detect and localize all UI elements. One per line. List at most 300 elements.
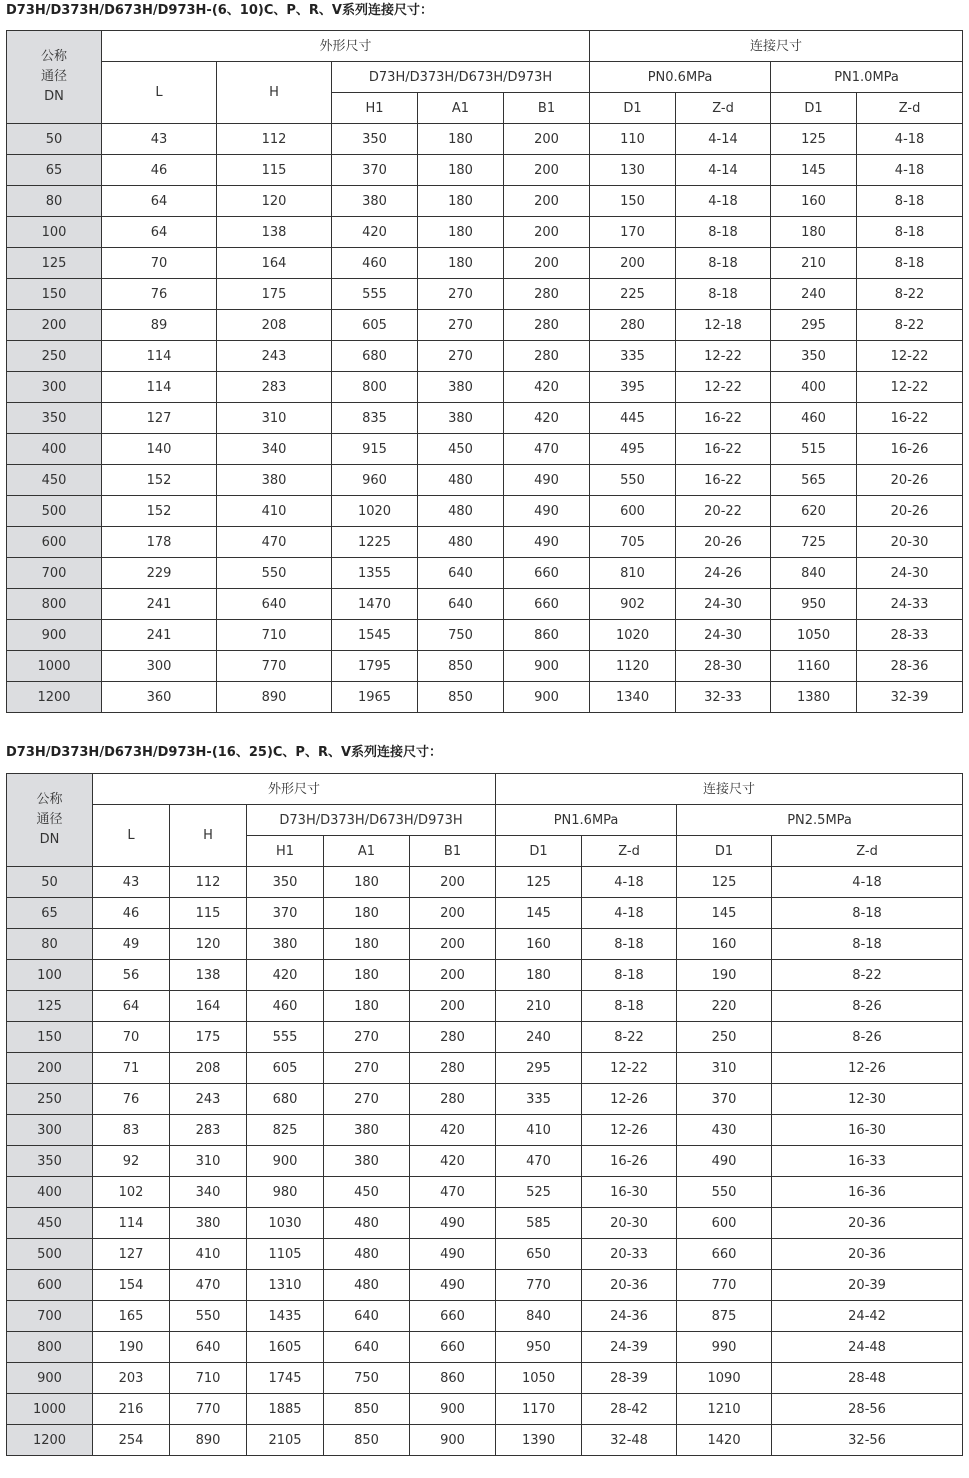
Zd-a-cell: 4-18 xyxy=(582,898,677,929)
H-cell: 710 xyxy=(217,620,332,651)
A1-cell: 270 xyxy=(418,310,504,341)
Zd-b-cell: 8-26 xyxy=(772,991,963,1022)
B1-header: B1 xyxy=(504,93,590,124)
H-cell: 208 xyxy=(217,310,332,341)
dn-cell: 700 xyxy=(7,1301,93,1332)
L-cell: 89 xyxy=(102,310,217,341)
D1-b-cell: 725 xyxy=(771,527,857,558)
L-cell: 64 xyxy=(102,217,217,248)
B1-cell: 860 xyxy=(410,1363,496,1394)
D1-a-cell: 470 xyxy=(496,1146,582,1177)
D1-a-cell: 1020 xyxy=(590,620,676,651)
Zd-a-cell: 20-22 xyxy=(676,496,771,527)
Zd-a-cell: 12-26 xyxy=(582,1115,677,1146)
H-cell: 640 xyxy=(217,589,332,620)
Zd-b-cell: 8-18 xyxy=(857,248,963,279)
table-row xyxy=(7,960,963,991)
table-row xyxy=(7,867,963,898)
H-cell: 310 xyxy=(217,403,332,434)
dn-cell: 500 xyxy=(7,496,102,527)
D1-a-header: D1 xyxy=(496,836,582,867)
D1-a-cell: 145 xyxy=(496,898,582,929)
B1-cell: 280 xyxy=(504,341,590,372)
D1-a-cell: 525 xyxy=(496,1177,582,1208)
A1-cell: 480 xyxy=(324,1239,410,1270)
connection-dimensions-header: 连接尺寸 xyxy=(496,774,963,805)
A1-cell: 450 xyxy=(324,1177,410,1208)
D1-a-cell: 295 xyxy=(496,1053,582,1084)
A1-cell: 270 xyxy=(418,341,504,372)
Zd-a-cell: 8-18 xyxy=(676,248,771,279)
table-row xyxy=(7,155,963,186)
H-cell: 340 xyxy=(217,434,332,465)
L-cell: 76 xyxy=(102,279,217,310)
Zd-a-cell: 12-18 xyxy=(676,310,771,341)
H1-cell: 370 xyxy=(247,898,324,929)
table-row xyxy=(7,310,963,341)
Zd-b-cell: 12-30 xyxy=(772,1084,963,1115)
H-cell: 138 xyxy=(170,960,247,991)
D1-a-cell: 200 xyxy=(590,248,676,279)
table-row xyxy=(7,1053,963,1084)
dn-cell: 600 xyxy=(7,527,102,558)
H1-cell: 1795 xyxy=(332,651,418,682)
dn-cell: 300 xyxy=(7,1115,93,1146)
Zd-a-cell: 8-18 xyxy=(676,217,771,248)
Zd-b-cell: 16-33 xyxy=(772,1146,963,1177)
table-row xyxy=(7,465,963,496)
D1-b-cell: 250 xyxy=(677,1022,772,1053)
D1-a-cell: 840 xyxy=(496,1301,582,1332)
Zd-b-cell: 20-36 xyxy=(772,1208,963,1239)
Zd-a-cell: 20-30 xyxy=(582,1208,677,1239)
D1-a-cell: 585 xyxy=(496,1208,582,1239)
B1-cell: 490 xyxy=(410,1208,496,1239)
H-cell: 208 xyxy=(170,1053,247,1084)
table-row xyxy=(7,1270,963,1301)
L-header: L xyxy=(93,805,170,867)
dn-cell: 900 xyxy=(7,1363,93,1394)
table-row xyxy=(7,1177,963,1208)
table-row xyxy=(7,589,963,620)
D1-a-cell: 1120 xyxy=(590,651,676,682)
L-cell: 216 xyxy=(93,1394,170,1425)
table-row xyxy=(7,682,963,713)
connection-dimensions-table-pn6-pn10 xyxy=(6,30,963,713)
D1-a-cell: 950 xyxy=(496,1332,582,1363)
B1-cell: 660 xyxy=(410,1301,496,1332)
B1-cell: 200 xyxy=(410,867,496,898)
B1-cell: 660 xyxy=(504,558,590,589)
A1-cell: 850 xyxy=(324,1394,410,1425)
table-row xyxy=(7,898,963,929)
pn-b-header: PN2.5MPa xyxy=(677,805,963,836)
H-cell: 120 xyxy=(217,186,332,217)
H1-header: H1 xyxy=(247,836,324,867)
D1-b-cell: 145 xyxy=(677,898,772,929)
L-cell: 178 xyxy=(102,527,217,558)
dn-cell: 800 xyxy=(7,1332,93,1363)
H1-cell: 1355 xyxy=(332,558,418,589)
D1-a-cell: 150 xyxy=(590,186,676,217)
table-row xyxy=(7,403,963,434)
H1-cell: 960 xyxy=(332,465,418,496)
D1-a-cell: 160 xyxy=(496,929,582,960)
Zd-a-cell: 28-30 xyxy=(676,651,771,682)
H-cell: 380 xyxy=(170,1208,247,1239)
dn-cell: 600 xyxy=(7,1270,93,1301)
dn-cell: 700 xyxy=(7,558,102,589)
Zd-a-cell: 24-30 xyxy=(676,589,771,620)
D1-b-cell: 990 xyxy=(677,1332,772,1363)
D1-a-cell: 810 xyxy=(590,558,676,589)
B1-cell: 200 xyxy=(410,991,496,1022)
dn-cell: 900 xyxy=(7,620,102,651)
table-row xyxy=(7,1332,963,1363)
Zd-b-cell: 8-18 xyxy=(772,898,963,929)
Zd-a-cell: 16-26 xyxy=(582,1146,677,1177)
B1-cell: 420 xyxy=(410,1115,496,1146)
L-cell: 71 xyxy=(93,1053,170,1084)
model-header: D73H/D373H/D673H/D973H xyxy=(247,805,496,836)
L-cell: 46 xyxy=(93,898,170,929)
dn-cell: 450 xyxy=(7,1208,93,1239)
B1-cell: 200 xyxy=(504,248,590,279)
Zd-b-cell: 8-22 xyxy=(772,960,963,991)
Zd-b-cell: 20-26 xyxy=(857,465,963,496)
D1-a-cell: 550 xyxy=(590,465,676,496)
Zd-a-cell: 8-18 xyxy=(582,991,677,1022)
Zd-a-cell: 24-36 xyxy=(582,1301,677,1332)
B1-cell: 490 xyxy=(504,496,590,527)
Zd-b-cell: 4-18 xyxy=(772,867,963,898)
table-row xyxy=(7,1363,963,1394)
B1-cell: 470 xyxy=(410,1177,496,1208)
A1-cell: 180 xyxy=(418,217,504,248)
dn-cell: 350 xyxy=(7,403,102,434)
dn-cell: 125 xyxy=(7,991,93,1022)
L-cell: 56 xyxy=(93,960,170,991)
H-cell: 138 xyxy=(217,217,332,248)
A1-header: A1 xyxy=(324,836,410,867)
D1-a-cell: 180 xyxy=(496,960,582,991)
L-cell: 241 xyxy=(102,620,217,651)
B1-cell: 900 xyxy=(410,1394,496,1425)
D1-b-header: D1 xyxy=(771,93,857,124)
B1-cell: 200 xyxy=(504,186,590,217)
H-cell: 890 xyxy=(217,682,332,713)
L-cell: 43 xyxy=(102,124,217,155)
dn-cell: 1200 xyxy=(7,682,102,713)
Zd-a-cell: 28-42 xyxy=(582,1394,677,1425)
Zd-b-cell: 24-42 xyxy=(772,1301,963,1332)
Zd-b-header: Z-d xyxy=(857,93,963,124)
dn-cell: 125 xyxy=(7,248,102,279)
Zd-b-cell: 16-36 xyxy=(772,1177,963,1208)
dn-cell: 1000 xyxy=(7,651,102,682)
D1-b-cell: 1050 xyxy=(771,620,857,651)
D1-b-cell: 125 xyxy=(771,124,857,155)
H-cell: 243 xyxy=(217,341,332,372)
H1-cell: 380 xyxy=(332,186,418,217)
L-cell: 92 xyxy=(93,1146,170,1177)
H-cell: 175 xyxy=(170,1022,247,1053)
D1-a-cell: 650 xyxy=(496,1239,582,1270)
D1-a-cell: 1050 xyxy=(496,1363,582,1394)
A1-cell: 270 xyxy=(324,1022,410,1053)
table-row xyxy=(7,124,963,155)
H-cell: 112 xyxy=(170,867,247,898)
D1-a-cell: 280 xyxy=(590,310,676,341)
A1-cell: 380 xyxy=(418,372,504,403)
L-header: L xyxy=(102,62,217,124)
D1-b-cell: 125 xyxy=(677,867,772,898)
Zd-a-cell: 16-22 xyxy=(676,465,771,496)
D1-b-cell: 1210 xyxy=(677,1394,772,1425)
H-cell: 283 xyxy=(217,372,332,403)
H-cell: 115 xyxy=(170,898,247,929)
D1-b-cell: 620 xyxy=(771,496,857,527)
L-cell: 254 xyxy=(93,1425,170,1456)
B1-cell: 200 xyxy=(504,124,590,155)
A1-header: A1 xyxy=(418,93,504,124)
H1-cell: 1435 xyxy=(247,1301,324,1332)
Zd-a-cell: 12-22 xyxy=(582,1053,677,1084)
Zd-a-cell: 28-39 xyxy=(582,1363,677,1394)
outer-dimensions-header: 外形尺寸 xyxy=(93,774,496,805)
Zd-a-cell: 4-14 xyxy=(676,124,771,155)
D1-b-cell: 295 xyxy=(771,310,857,341)
H1-cell: 460 xyxy=(332,248,418,279)
L-cell: 152 xyxy=(102,465,217,496)
D1-b-cell: 1420 xyxy=(677,1425,772,1456)
H-cell: 640 xyxy=(170,1332,247,1363)
dn-cell: 65 xyxy=(7,898,93,929)
B1-cell: 420 xyxy=(410,1146,496,1177)
table-row xyxy=(7,372,963,403)
A1-cell: 480 xyxy=(418,527,504,558)
L-cell: 64 xyxy=(102,186,217,217)
A1-cell: 480 xyxy=(324,1270,410,1301)
Zd-a-cell: 24-30 xyxy=(676,620,771,651)
Zd-a-header: Z-d xyxy=(676,93,771,124)
dn-cell: 50 xyxy=(7,867,93,898)
H1-cell: 2105 xyxy=(247,1425,324,1456)
D1-b-cell: 240 xyxy=(771,279,857,310)
Zd-b-cell: 8-22 xyxy=(857,310,963,341)
table-row xyxy=(7,279,963,310)
D1-b-cell: 840 xyxy=(771,558,857,589)
D1-a-cell: 335 xyxy=(590,341,676,372)
dn-cell: 65 xyxy=(7,155,102,186)
H-cell: 112 xyxy=(217,124,332,155)
table-row xyxy=(7,558,963,589)
dn-cell: 150 xyxy=(7,1022,93,1053)
Zd-b-cell: 28-33 xyxy=(857,620,963,651)
pn-a-header: PN1.6MPa xyxy=(496,805,677,836)
Zd-a-cell: 32-33 xyxy=(676,682,771,713)
table2-title: D73H/D373H/D673H/D973H-(16、25)C、P、R、V系列连接尺寸： xyxy=(6,745,443,760)
D1-b-cell: 190 xyxy=(677,960,772,991)
D1-b-cell: 1090 xyxy=(677,1363,772,1394)
B1-cell: 490 xyxy=(504,465,590,496)
table-row xyxy=(7,1115,963,1146)
H1-cell: 1545 xyxy=(332,620,418,651)
Zd-b-cell: 16-26 xyxy=(857,434,963,465)
H-cell: 890 xyxy=(170,1425,247,1456)
pn-b-header: PN1.0MPa xyxy=(771,62,963,93)
B1-cell: 280 xyxy=(410,1084,496,1115)
B1-header: B1 xyxy=(410,836,496,867)
B1-cell: 900 xyxy=(410,1425,496,1456)
Zd-b-cell: 28-56 xyxy=(772,1394,963,1425)
D1-b-cell: 460 xyxy=(771,403,857,434)
Zd-b-cell: 12-22 xyxy=(857,341,963,372)
L-cell: 241 xyxy=(102,589,217,620)
D1-a-cell: 335 xyxy=(496,1084,582,1115)
H-cell: 283 xyxy=(170,1115,247,1146)
L-cell: 49 xyxy=(93,929,170,960)
L-cell: 76 xyxy=(93,1084,170,1115)
table-row xyxy=(7,527,963,558)
A1-cell: 380 xyxy=(324,1146,410,1177)
D1-a-cell: 125 xyxy=(496,867,582,898)
Zd-a-header: Z-d xyxy=(582,836,677,867)
L-cell: 70 xyxy=(102,248,217,279)
D1-b-cell: 550 xyxy=(677,1177,772,1208)
A1-cell: 480 xyxy=(324,1208,410,1239)
B1-cell: 200 xyxy=(410,929,496,960)
dn-cell: 500 xyxy=(7,1239,93,1270)
H-cell: 340 xyxy=(170,1177,247,1208)
Zd-a-cell: 4-14 xyxy=(676,155,771,186)
L-cell: 229 xyxy=(102,558,217,589)
dn-cell: 350 xyxy=(7,1146,93,1177)
A1-cell: 180 xyxy=(324,991,410,1022)
D1-b-cell: 350 xyxy=(771,341,857,372)
L-cell: 64 xyxy=(93,991,170,1022)
H-cell: 410 xyxy=(217,496,332,527)
B1-cell: 280 xyxy=(410,1022,496,1053)
D1-a-header: D1 xyxy=(590,93,676,124)
Zd-a-cell: 12-22 xyxy=(676,372,771,403)
B1-cell: 660 xyxy=(504,589,590,620)
A1-cell: 640 xyxy=(418,589,504,620)
Zd-a-cell: 24-39 xyxy=(582,1332,677,1363)
D1-b-cell: 660 xyxy=(677,1239,772,1270)
D1-b-cell: 145 xyxy=(771,155,857,186)
D1-a-cell: 395 xyxy=(590,372,676,403)
D1-a-cell: 770 xyxy=(496,1270,582,1301)
table-row xyxy=(7,1301,963,1332)
B1-cell: 860 xyxy=(504,620,590,651)
H1-cell: 1225 xyxy=(332,527,418,558)
Zd-b-cell: 28-36 xyxy=(857,651,963,682)
D1-b-cell: 220 xyxy=(677,991,772,1022)
L-cell: 70 xyxy=(93,1022,170,1053)
A1-cell: 750 xyxy=(324,1363,410,1394)
D1-b-cell: 770 xyxy=(677,1270,772,1301)
D1-b-cell: 490 xyxy=(677,1146,772,1177)
B1-cell: 660 xyxy=(410,1332,496,1363)
Zd-b-cell: 32-39 xyxy=(857,682,963,713)
Zd-b-cell: 24-48 xyxy=(772,1332,963,1363)
Zd-b-cell: 8-26 xyxy=(772,1022,963,1053)
D1-a-cell: 110 xyxy=(590,124,676,155)
A1-cell: 640 xyxy=(324,1301,410,1332)
D1-b-cell: 565 xyxy=(771,465,857,496)
dn-cell: 200 xyxy=(7,310,102,341)
table-row xyxy=(7,248,963,279)
table-row xyxy=(7,1022,963,1053)
dn-cell: 800 xyxy=(7,589,102,620)
table-row xyxy=(7,1239,963,1270)
dn-cell: 150 xyxy=(7,279,102,310)
H1-cell: 835 xyxy=(332,403,418,434)
Zd-b-cell: 16-22 xyxy=(857,403,963,434)
A1-cell: 270 xyxy=(324,1053,410,1084)
dn-cell: 400 xyxy=(7,1177,93,1208)
H-cell: 310 xyxy=(170,1146,247,1177)
H1-cell: 1745 xyxy=(247,1363,324,1394)
B1-cell: 200 xyxy=(410,898,496,929)
D1-a-cell: 1340 xyxy=(590,682,676,713)
dn-cell: 200 xyxy=(7,1053,93,1084)
B1-cell: 280 xyxy=(504,310,590,341)
B1-cell: 490 xyxy=(410,1270,496,1301)
A1-cell: 750 xyxy=(418,620,504,651)
Zd-b-cell: 12-26 xyxy=(772,1053,963,1084)
Zd-a-cell: 20-36 xyxy=(582,1270,677,1301)
dn-cell: 450 xyxy=(7,465,102,496)
H-cell: 175 xyxy=(217,279,332,310)
Zd-b-cell: 8-18 xyxy=(857,217,963,248)
L-cell: 154 xyxy=(93,1270,170,1301)
Zd-a-cell: 16-22 xyxy=(676,434,771,465)
dn-cell: 400 xyxy=(7,434,102,465)
dn-cell: 100 xyxy=(7,217,102,248)
Zd-a-cell: 4-18 xyxy=(676,186,771,217)
table-row xyxy=(7,434,963,465)
Zd-b-cell: 20-30 xyxy=(857,527,963,558)
connection-dimensions-header: 连接尺寸 xyxy=(590,31,963,62)
table-row xyxy=(7,217,963,248)
H-cell: 470 xyxy=(217,527,332,558)
L-cell: 114 xyxy=(102,341,217,372)
H1-cell: 420 xyxy=(332,217,418,248)
A1-cell: 180 xyxy=(324,867,410,898)
H1-cell: 350 xyxy=(247,867,324,898)
H1-cell: 460 xyxy=(247,991,324,1022)
A1-cell: 480 xyxy=(418,496,504,527)
D1-b-cell: 210 xyxy=(771,248,857,279)
L-cell: 127 xyxy=(102,403,217,434)
pn-a-header: PN0.6MPa xyxy=(590,62,771,93)
D1-b-cell: 400 xyxy=(771,372,857,403)
dn-cell: 300 xyxy=(7,372,102,403)
H-header: H xyxy=(170,805,247,867)
Zd-a-cell: 12-26 xyxy=(582,1084,677,1115)
Zd-b-cell: 12-22 xyxy=(857,372,963,403)
H1-cell: 605 xyxy=(332,310,418,341)
H-cell: 710 xyxy=(170,1363,247,1394)
D1-b-cell: 950 xyxy=(771,589,857,620)
H1-cell: 680 xyxy=(247,1084,324,1115)
H1-cell: 980 xyxy=(247,1177,324,1208)
A1-cell: 380 xyxy=(418,403,504,434)
A1-cell: 850 xyxy=(418,651,504,682)
Zd-a-cell: 8-18 xyxy=(582,929,677,960)
